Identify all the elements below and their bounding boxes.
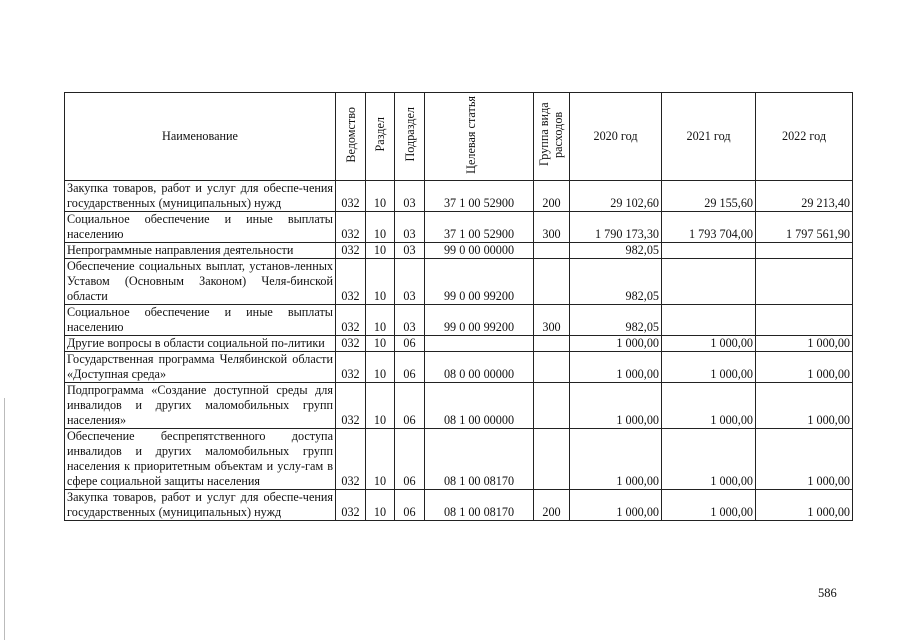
cell-target-article: 37 1 00 52900 bbox=[425, 181, 534, 212]
page-number: 586 bbox=[818, 586, 837, 600]
cell-section: 10 bbox=[366, 336, 395, 352]
cell-expense-group bbox=[534, 352, 570, 383]
cell-name: Социальное обеспечение и иные выплаты населению bbox=[65, 305, 336, 336]
cell-2021: 1 000,00 bbox=[662, 352, 756, 383]
cell-2022: 1 797 561,90 bbox=[756, 212, 853, 243]
cell-expense-group: 300 bbox=[534, 212, 570, 243]
cell-2020: 982,05 bbox=[570, 259, 662, 305]
cell-2020: 29 102,60 bbox=[570, 181, 662, 212]
cell-section: 10 bbox=[366, 490, 395, 521]
cell-section: 10 bbox=[366, 383, 395, 429]
cell-target-article: 99 0 00 99200 bbox=[425, 259, 534, 305]
cell-2022: 1 000,00 bbox=[756, 429, 853, 490]
table-body bbox=[65, 181, 853, 521]
cell-expense-group bbox=[534, 383, 570, 429]
cell-department: 032 bbox=[336, 212, 366, 243]
cell-target-article: 99 0 00 99200 bbox=[425, 305, 534, 336]
table-row bbox=[65, 490, 853, 521]
cell-department: 032 bbox=[336, 259, 366, 305]
cell-target-article: 37 1 00 52900 bbox=[425, 212, 534, 243]
cell-2021: 1 000,00 bbox=[662, 336, 756, 352]
table-row bbox=[65, 336, 853, 352]
cell-2022: 29 213,40 bbox=[756, 181, 853, 212]
cell-subsection: 03 bbox=[395, 181, 425, 212]
cell-2021 bbox=[662, 243, 756, 259]
cell-2021: 1 793 704,00 bbox=[662, 212, 756, 243]
cell-department: 032 bbox=[336, 305, 366, 336]
cell-expense-group bbox=[534, 429, 570, 490]
table-row bbox=[65, 305, 853, 336]
header-2021: 2021 год bbox=[662, 93, 756, 181]
cell-name: Непрограммные направления деятельности bbox=[65, 243, 336, 259]
cell-name: Обеспечение социальных выплат, установ-ленных Уставом (Основным Законом) Челя-бинской области bbox=[65, 259, 336, 305]
cell-section: 10 bbox=[366, 243, 395, 259]
cell-section: 10 bbox=[366, 429, 395, 490]
header-subsection: Подраздел bbox=[395, 93, 425, 181]
cell-2022: 1 000,00 bbox=[756, 336, 853, 352]
cell-department: 032 bbox=[336, 181, 366, 212]
cell-2022: 1 000,00 bbox=[756, 490, 853, 521]
header-section: Раздел bbox=[366, 93, 395, 181]
cell-2021: 1 000,00 bbox=[662, 383, 756, 429]
cell-name: Закупка товаров, работ и услуг для обеспе-чения государственных (муниципальных) нужд bbox=[65, 181, 336, 212]
cell-2021: 1 000,00 bbox=[662, 429, 756, 490]
cell-subsection: 03 bbox=[395, 259, 425, 305]
header-row bbox=[65, 93, 853, 181]
cell-2020: 982,05 bbox=[570, 305, 662, 336]
cell-name: Закупка товаров, работ и услуг для обеспе-чения государственных (муниципальных) нужд bbox=[65, 490, 336, 521]
cell-department: 032 bbox=[336, 336, 366, 352]
cell-target-article: 08 0 00 00000 bbox=[425, 352, 534, 383]
cell-department: 032 bbox=[336, 490, 366, 521]
cell-subsection: 03 bbox=[395, 212, 425, 243]
cell-2021 bbox=[662, 259, 756, 305]
cell-name: Другие вопросы в области социальной по-литики bbox=[65, 336, 336, 352]
cell-section: 10 bbox=[366, 259, 395, 305]
cell-2020: 982,05 bbox=[570, 243, 662, 259]
cell-2022: 1 000,00 bbox=[756, 352, 853, 383]
cell-department: 032 bbox=[336, 429, 366, 490]
cell-name: Обеспечение беспрепятственного доступа инвалидов и других маломобильных групп населения к приоритетным объектам и услу-гам в сфере социальной защиты населения bbox=[65, 429, 336, 490]
cell-2022 bbox=[756, 305, 853, 336]
table-row bbox=[65, 181, 853, 212]
cell-department: 032 bbox=[336, 243, 366, 259]
cell-subsection: 03 bbox=[395, 305, 425, 336]
cell-expense-group: 200 bbox=[534, 181, 570, 212]
cell-target-article: 99 0 00 00000 bbox=[425, 243, 534, 259]
cell-2020: 1 000,00 bbox=[570, 429, 662, 490]
cell-2021: 29 155,60 bbox=[662, 181, 756, 212]
header-name: Наименование bbox=[65, 93, 336, 181]
cell-name: Подпрограмма «Создание доступной среды для инвалидов и других маломобильных групп населения» bbox=[65, 383, 336, 429]
header-2020: 2020 год bbox=[570, 93, 662, 181]
cell-target-article bbox=[425, 336, 534, 352]
cell-2020: 1 790 173,30 bbox=[570, 212, 662, 243]
cell-expense-group: 200 bbox=[534, 490, 570, 521]
cell-subsection: 06 bbox=[395, 490, 425, 521]
cell-expense-group: 300 bbox=[534, 305, 570, 336]
cell-section: 10 bbox=[366, 212, 395, 243]
cell-target-article: 08 1 00 08170 bbox=[425, 490, 534, 521]
table-row bbox=[65, 243, 853, 259]
cell-department: 032 bbox=[336, 383, 366, 429]
cell-2022: 1 000,00 bbox=[756, 383, 853, 429]
cell-section: 10 bbox=[366, 305, 395, 336]
cell-2020: 1 000,00 bbox=[570, 336, 662, 352]
table-row bbox=[65, 352, 853, 383]
cell-expense-group bbox=[534, 243, 570, 259]
cell-subsection: 06 bbox=[395, 383, 425, 429]
table-row bbox=[65, 429, 853, 490]
header-target-article: Целевая статья bbox=[425, 93, 534, 181]
header-department: Ведомство bbox=[336, 93, 366, 181]
cell-subsection: 06 bbox=[395, 336, 425, 352]
cell-2020: 1 000,00 bbox=[570, 383, 662, 429]
cell-subsection: 03 bbox=[395, 243, 425, 259]
budget-table bbox=[64, 92, 853, 521]
cell-expense-group bbox=[534, 259, 570, 305]
cell-2020: 1 000,00 bbox=[570, 490, 662, 521]
cell-2020: 1 000,00 bbox=[570, 352, 662, 383]
cell-expense-group bbox=[534, 336, 570, 352]
cell-name: Социальное обеспечение и иные выплаты населению bbox=[65, 212, 336, 243]
cell-subsection: 06 bbox=[395, 429, 425, 490]
cell-target-article: 08 1 00 00000 bbox=[425, 383, 534, 429]
cell-section: 10 bbox=[366, 181, 395, 212]
cell-2022 bbox=[756, 243, 853, 259]
scan-edge-line bbox=[4, 398, 5, 640]
table-row bbox=[65, 259, 853, 305]
cell-section: 10 bbox=[366, 352, 395, 383]
header-expense-group: Группа вида расходов bbox=[534, 93, 570, 181]
table-row bbox=[65, 383, 853, 429]
cell-subsection: 06 bbox=[395, 352, 425, 383]
table-row bbox=[65, 212, 853, 243]
header-2022: 2022 год bbox=[756, 93, 853, 181]
cell-department: 032 bbox=[336, 352, 366, 383]
cell-2021: 1 000,00 bbox=[662, 490, 756, 521]
cell-target-article: 08 1 00 08170 bbox=[425, 429, 534, 490]
cell-name: Государственная программа Челябинской области «Доступная среда» bbox=[65, 352, 336, 383]
cell-2021 bbox=[662, 305, 756, 336]
cell-2022 bbox=[756, 259, 853, 305]
